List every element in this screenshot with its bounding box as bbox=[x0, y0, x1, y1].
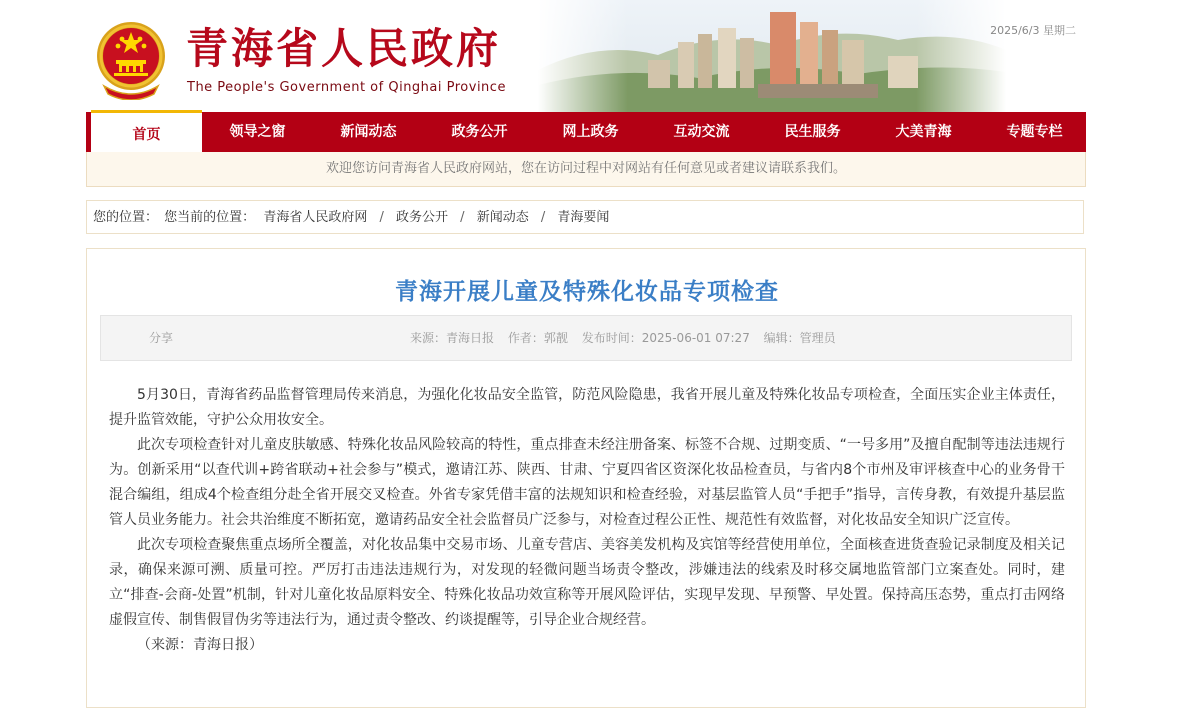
nav-item-news[interactable]: 新闻动态 bbox=[340, 124, 397, 140]
article-title: 青海开展儿童及特殊化妆品专项检查 bbox=[395, 279, 779, 305]
nav-item-leaders[interactable]: 领导之窗 bbox=[229, 124, 286, 140]
article-meta-bar bbox=[100, 315, 1072, 361]
breadcrumb-link-qinghai-news[interactable]: 青海要闻 bbox=[557, 210, 610, 225]
city-skyline-banner bbox=[538, 0, 1006, 112]
article-source-note: （来源：青海日报） bbox=[137, 637, 263, 653]
national-emblem-icon bbox=[94, 16, 168, 100]
article-editor: 编辑：管理员 bbox=[763, 331, 836, 345]
breadcrumb-separator: / bbox=[460, 210, 465, 225]
page bbox=[86, 0, 1086, 694]
breadcrumb-separator: / bbox=[379, 210, 384, 225]
article-paragraph: 此次专项检查针对儿童皮肤敏感、特殊化妆品风险较高的特性，重点排查未经注册备案、标签不合规、过期变质、“一号多用”及擅自配制等违法违规行为。创新采用“以查代训+跨省联动+社会参与”模式，邀请江苏、陕西、甘肃、宁夏四省区资深化妆品检查员，与省内8个市州及审评核查中心的业务骨干混合编组，组成4个检查组分赴全省开展交叉检查。外省专家凭借丰富的法规知识和检查经验，对基层监管人员“手把手”指导，言传身教，有效提升基层监管人员业务能力。社会共治维度不断拓宽，邀请药品安全社会监督员广泛参与，对检查过程公正性、规范性有效监督，对化妆品安全知识广泛宣传。 bbox=[109, 437, 1065, 528]
article-meta-info bbox=[410, 316, 846, 360]
nav-item-home[interactable]: 首页 bbox=[91, 110, 202, 152]
share-button[interactable]: 分享 bbox=[149, 331, 174, 345]
breadcrumb-link-gov-affairs[interactable]: 政务公开 bbox=[396, 210, 449, 225]
article-published-time: 发布时间：2025-06-01 07:27 bbox=[581, 331, 750, 345]
main-nav bbox=[86, 112, 1086, 153]
nav-item-online-services[interactable]: 网上政务 bbox=[562, 124, 619, 140]
site-title-english: The People's Government of Qinghai Province bbox=[187, 80, 506, 95]
article-body bbox=[109, 383, 1065, 658]
nav-item-special-topics[interactable]: 专题专栏 bbox=[1006, 124, 1063, 140]
article-source: 来源：青海日报 bbox=[410, 331, 495, 345]
breadcrumb-separator: / bbox=[540, 210, 546, 225]
nav-item-livelihood[interactable]: 民生服务 bbox=[784, 124, 841, 140]
nav-item-gov-affairs[interactable]: 政务公开 bbox=[451, 124, 508, 140]
article-paragraph: 5月30日，青海省药品监督管理局传来消息，为强化化妆品安全监管，防范风险隐患，我省开展儿童及特殊化妆品专项检查，全面压实企业主体责任，提升监管效能，守护公众用妆安全。 bbox=[109, 387, 1065, 428]
breadcrumb-current-label: 您当前的位置： bbox=[164, 210, 256, 225]
breadcrumb-link-home[interactable]: 青海省人民政府网 bbox=[263, 210, 368, 225]
article bbox=[86, 248, 1086, 708]
breadcrumb-link-news[interactable]: 新闻动态 bbox=[476, 210, 529, 225]
site-header bbox=[86, 0, 1086, 112]
site-title: 青海省人民政府 bbox=[186, 24, 502, 73]
welcome-notice: 欢迎您访问青海省人民政府网站，您在访问过程中对网站有任何意见或者建议请联系我们。 bbox=[86, 152, 1086, 187]
breadcrumb-prefix: 您的位置： bbox=[93, 210, 159, 225]
article-paragraph: 此次专项检查聚焦重点场所全覆盖，对化妆品集中交易市场、儿童专营店、美容美发机构及宾馆等经营使用单位，全面核查进货查验记录制度及相关记录，确保来源可溯、质量可控。严厉打击违法违规行为，对发现的轻微问题当场责令整改，涉嫌违法的线索及时移交属地监管部门立案查处。同时，建立“排查-会商-处置”机制，针对儿童化妆品原料安全、特殊化妆品功效宣称等开展风险评估，实现早发现、早预警、早处置。保持高压态势，重点打击网络虚假宣传、制售假冒伪劣等违法行为，通过责令整改、约谈提醒等，引导企业合规经营。 bbox=[109, 537, 1065, 628]
article-author: 作者：郭靓 bbox=[507, 331, 568, 345]
current-date: 2025/6/3 星期二 bbox=[990, 24, 1076, 37]
nav-item-beautiful-qinghai[interactable]: 大美青海 bbox=[895, 124, 952, 140]
breadcrumb bbox=[86, 200, 1084, 234]
nav-item-interaction[interactable]: 互动交流 bbox=[673, 124, 730, 140]
